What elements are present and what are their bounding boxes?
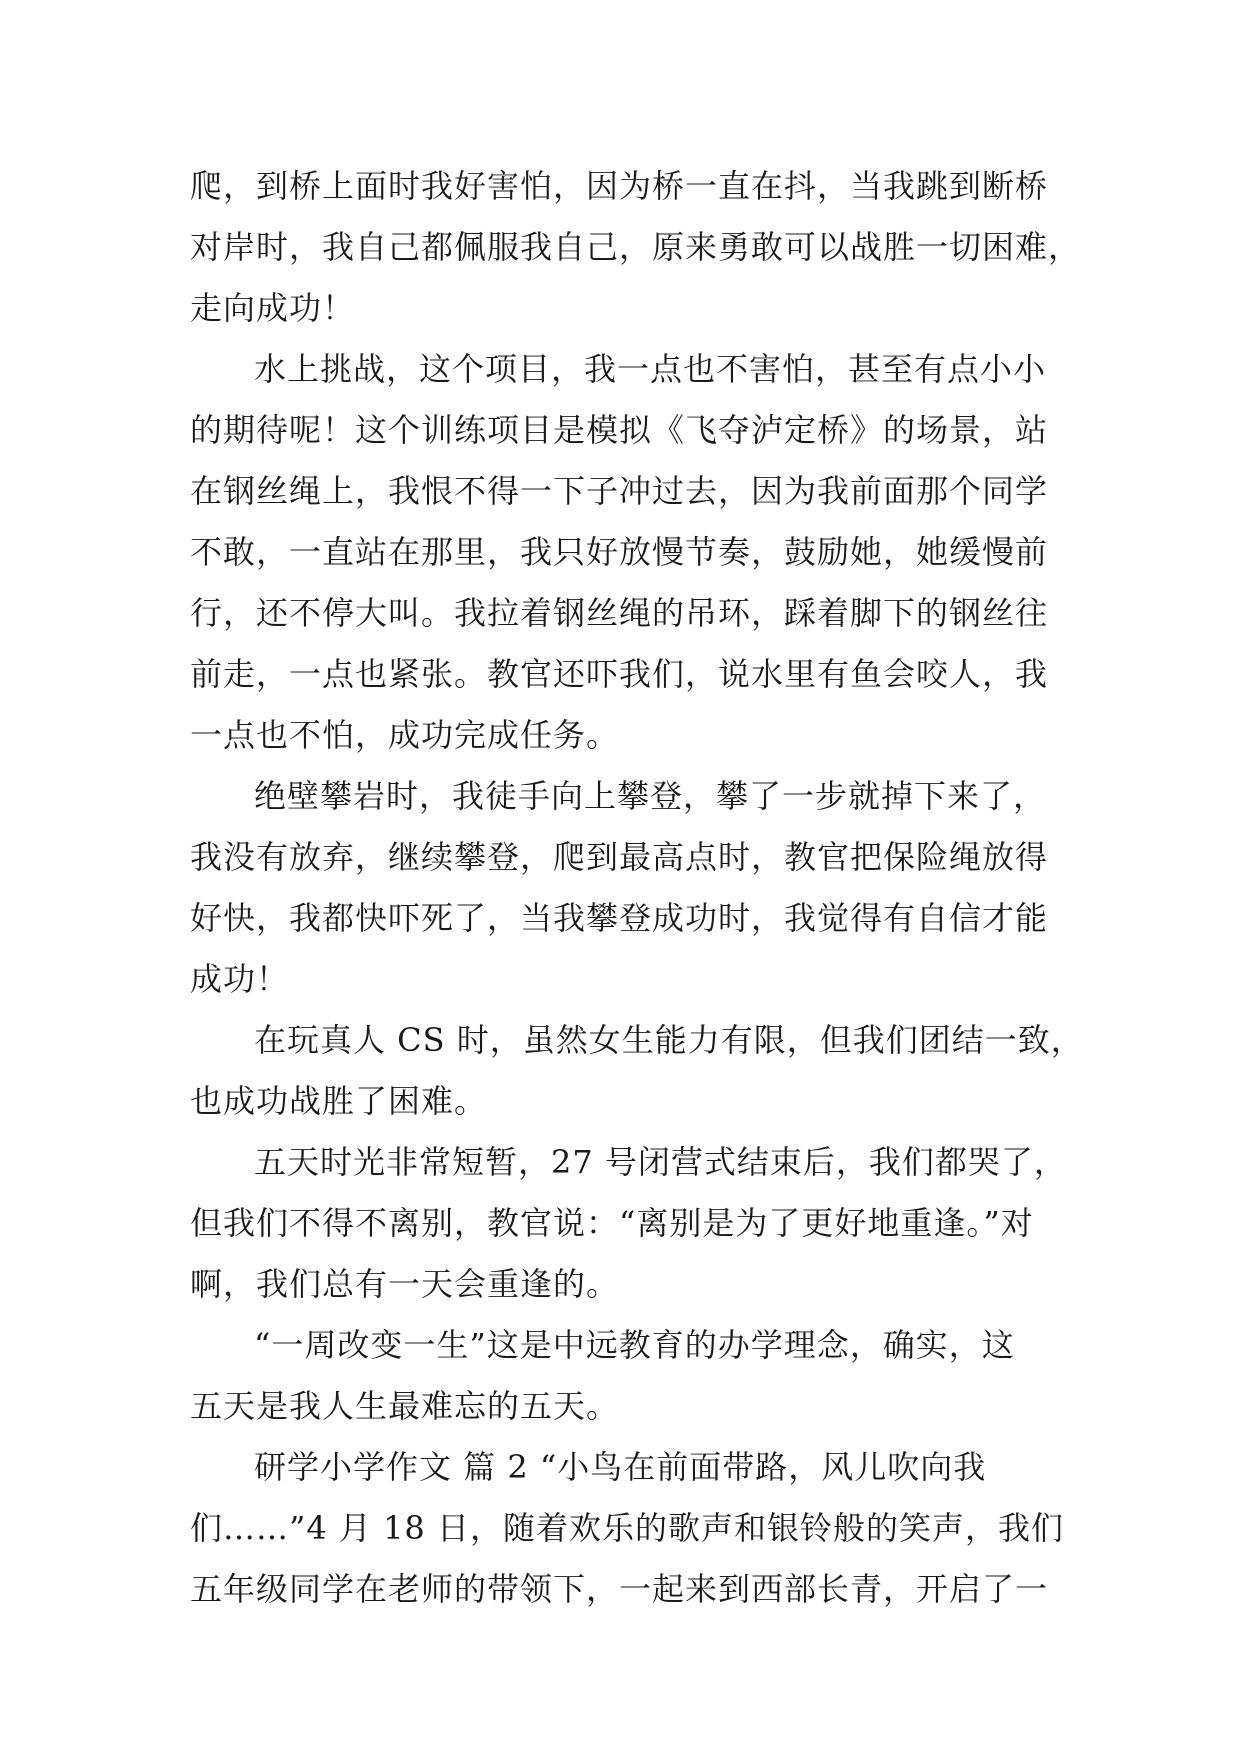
text-line: 们……”4 月 18 日，随着欢乐的歌声和银铃般的笑声，我们: [190, 1509, 1064, 1547]
text-line: 对岸时，我自己都佩服我自己，原来勇敢可以战胜一切困难，: [190, 228, 1082, 266]
text-line: 但我们不得不离别，教官说：“离别是为了更好地重逢。”对: [190, 1204, 1034, 1242]
document-body: [190, 156, 1084, 1620]
text-line: 的期待呢！这个训练项目是模拟《飞夺泸定桥》的场景，站: [190, 411, 1049, 449]
text-line: 在玩真人 CS 时，虽然女生能力有限，但我们团结一致，: [254, 1021, 1084, 1059]
text-line: 在钢丝绳上，我恨不得一下子冲过去，因为我前面那个同学: [190, 472, 1049, 510]
text-line: 成功！: [190, 960, 290, 998]
text-line: 水上挑战，这个项目，我一点也不害怕，甚至有点小小: [254, 350, 1047, 388]
text-line: 前走，一点也紧张。教官还吓我们，说水里有鱼会咬人，我: [190, 655, 1049, 693]
text-line: 好快，我都快吓死了，当我攀登成功时，我觉得有自信才能: [190, 899, 1049, 937]
text-line: 啊，我们总有一天会重逢的。: [190, 1265, 620, 1303]
text-line: 绝壁攀岩时，我徒手向上攀登，攀了一步就掉下来了，: [254, 777, 1047, 815]
text-line: 我没有放弃，继续攀登，爬到最高点时，教官把保险绳放得: [190, 838, 1049, 876]
text-line: 走向成功！: [190, 289, 356, 327]
text-line: 爬，到桥上面时我好害怕，因为桥一直在抖，当我跳到断桥: [190, 167, 1049, 205]
text-line: 五年级同学在老师的带领下，一起来到西部长青，开启了一: [190, 1570, 1049, 1608]
text-line: 一点也不怕，成功完成任务。: [190, 716, 620, 754]
text-line: 也成功战胜了困难。: [190, 1082, 488, 1120]
text-line: 不敢，一直站在那里，我只好放慢节奏，鼓励她，她缓慢前: [190, 533, 1049, 571]
text-line: 研学小学作文 篇 2 “小鸟在前面带路，风儿吹向我: [254, 1448, 987, 1486]
text-line: “一周改变一生”这是中远教育的办学理念，确实，这: [254, 1326, 1015, 1364]
text-line: 行，还不停大叫。我拉着钢丝绳的吊环，踩着脚下的钢丝往: [190, 594, 1049, 632]
text-line: 五天是我人生最难忘的五天。: [190, 1387, 620, 1425]
text-line: 五天时光非常短暂，27 号闭营式结束后，我们都哭了，: [254, 1143, 1067, 1181]
